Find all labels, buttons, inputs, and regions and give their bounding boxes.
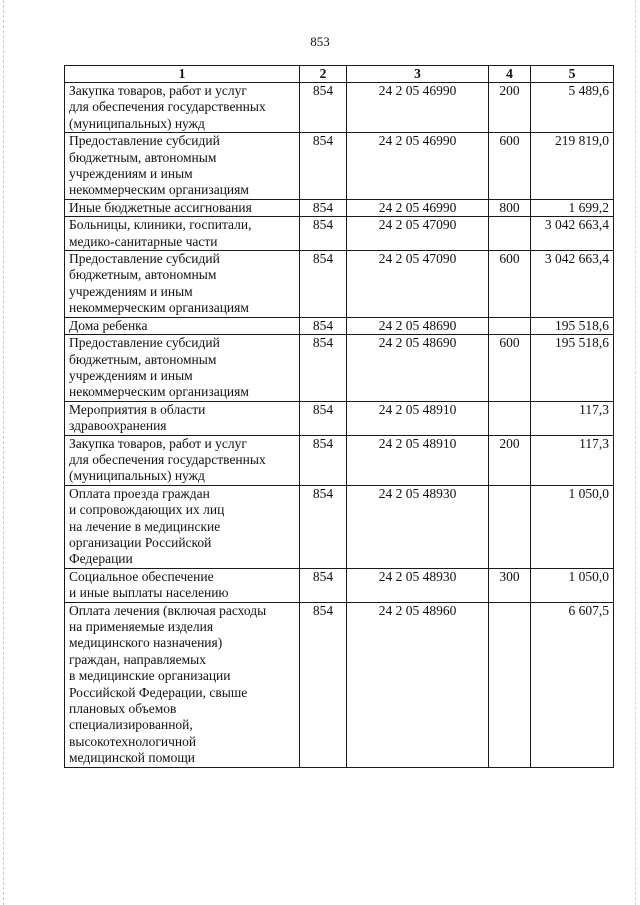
scan-edge-right <box>635 0 637 905</box>
row-amount: 5 489,6 <box>531 83 614 133</box>
row-article: 24 2 05 46990 <box>347 199 489 216</box>
row-code: 854 <box>300 217 347 251</box>
row-name: Предоставление субсидий бюджетным, автономным учреждениям и иным некоммерческим организациям <box>65 133 300 200</box>
row-name: Социальное обеспечение и иные выплаты населению <box>65 568 300 602</box>
row-name: Дома ребенка <box>65 317 300 334</box>
table-row <box>65 335 614 402</box>
row-type: 200 <box>489 435 531 485</box>
row-amount: 1 699,2 <box>531 199 614 216</box>
row-code: 854 <box>300 317 347 334</box>
row-article: 24 2 05 46990 <box>347 83 489 133</box>
row-article: 24 2 05 48690 <box>347 317 489 334</box>
row-article: 24 2 05 48690 <box>347 335 489 402</box>
row-article: 24 2 05 48930 <box>347 485 489 568</box>
table-row <box>65 485 614 568</box>
row-code: 854 <box>300 199 347 216</box>
row-name: Иные бюджетные ассигнования <box>65 199 300 216</box>
row-amount: 1 050,0 <box>531 485 614 568</box>
table-row <box>65 401 614 435</box>
row-article: 24 2 05 47090 <box>347 217 489 251</box>
header-row <box>65 66 614 83</box>
row-type <box>489 602 531 767</box>
row-name: Закупка товаров, работ и услуг для обеспечения государственных (муниципальных) нужд <box>65 83 300 133</box>
table-row <box>65 568 614 602</box>
row-code: 854 <box>300 83 347 133</box>
row-amount: 117,3 <box>531 401 614 435</box>
row-article: 24 2 05 46990 <box>347 133 489 200</box>
column-header-amount: 5 <box>531 66 614 83</box>
row-type <box>489 401 531 435</box>
row-amount: 219 819,0 <box>531 133 614 200</box>
row-article: 24 2 05 48960 <box>347 602 489 767</box>
page-number: 853 <box>310 34 330 49</box>
scan-edge-left <box>3 0 5 905</box>
row-article: 24 2 05 48910 <box>347 435 489 485</box>
table-row <box>65 217 614 251</box>
column-header-type: 4 <box>489 66 531 83</box>
table-row <box>65 83 614 133</box>
table-row <box>65 435 614 485</box>
row-code: 854 <box>300 435 347 485</box>
table-row <box>65 251 614 318</box>
row-type: 600 <box>489 335 531 402</box>
row-article: 24 2 05 48930 <box>347 568 489 602</box>
row-amount: 3 042 663,4 <box>531 217 614 251</box>
row-type: 300 <box>489 568 531 602</box>
row-name: Предоставление субсидий бюджетным, автономным учреждениям и иным некоммерческим организациям <box>65 335 300 402</box>
row-amount: 195 518,6 <box>531 335 614 402</box>
row-type: 600 <box>489 133 531 200</box>
row-type <box>489 485 531 568</box>
row-type: 200 <box>489 83 531 133</box>
table-row <box>65 317 614 334</box>
row-code: 854 <box>300 568 347 602</box>
row-name: Мероприятия в области здравоохранения <box>65 401 300 435</box>
row-amount: 195 518,6 <box>531 317 614 334</box>
row-name: Оплата лечения (включая расходы на применяемые изделия медицинского назначения) граждан, направляемых в медицинские организации Российской Федерации, свыше плановых объемов специализированной, высокотехнологичной медицинской помощи <box>65 602 300 767</box>
table-row <box>65 199 614 216</box>
table-row <box>65 602 614 767</box>
row-name: Предоставление субсидий бюджетным, автономным учреждениям и иным некоммерческим организациям <box>65 251 300 318</box>
row-code: 854 <box>300 401 347 435</box>
row-article: 24 2 05 48910 <box>347 401 489 435</box>
column-header-name: 1 <box>65 66 300 83</box>
table-row <box>65 133 614 200</box>
row-type: 600 <box>489 251 531 318</box>
column-header-code: 2 <box>300 66 347 83</box>
row-type: 800 <box>489 199 531 216</box>
row-amount: 6 607,5 <box>531 602 614 767</box>
row-code: 854 <box>300 251 347 318</box>
row-type <box>489 217 531 251</box>
row-amount: 1 050,0 <box>531 568 614 602</box>
row-code: 854 <box>300 602 347 767</box>
row-amount: 3 042 663,4 <box>531 251 614 318</box>
column-header-article: 3 <box>347 66 489 83</box>
budget-table <box>64 65 614 768</box>
row-name: Больницы, клиники, госпитали, медико-санитарные части <box>65 217 300 251</box>
row-code: 854 <box>300 485 347 568</box>
row-code: 854 <box>300 335 347 402</box>
row-name: Оплата проезда граждан и сопровождающих их лиц на лечение в медицинские организации Российской Федерации <box>65 485 300 568</box>
row-code: 854 <box>300 133 347 200</box>
row-article: 24 2 05 47090 <box>347 251 489 318</box>
row-name: Закупка товаров, работ и услуг для обеспечения государственных (муниципальных) нужд <box>65 435 300 485</box>
row-amount: 117,3 <box>531 435 614 485</box>
row-type <box>489 317 531 334</box>
